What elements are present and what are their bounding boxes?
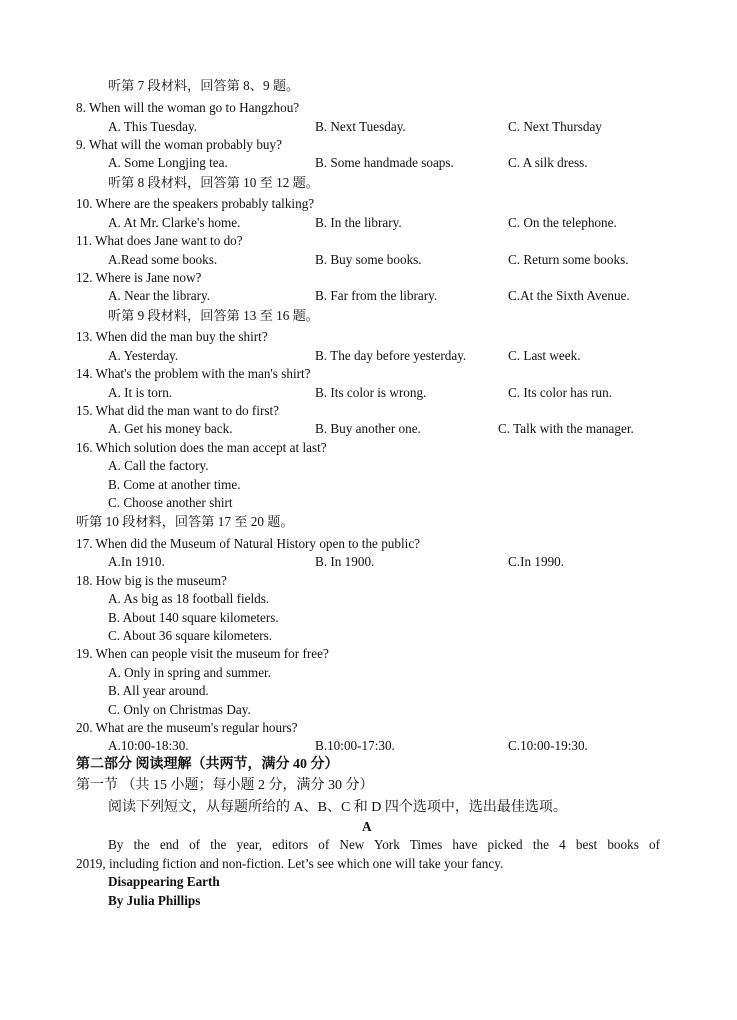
q20-option-c: C.10:00-19:30. bbox=[508, 738, 588, 753]
book-title: Disappearing Earth bbox=[108, 874, 220, 889]
question-9: 9. What will the woman probably buy? bbox=[76, 137, 282, 152]
q14-option-b: B. Its color is wrong. bbox=[315, 385, 427, 400]
q14-option-a: A. It is torn. bbox=[108, 385, 173, 400]
q20-option-a: A.10:00-18:30. bbox=[108, 738, 189, 753]
q13-option-c: C. Last week. bbox=[508, 348, 581, 363]
q8-option-a: A. This Tuesday. bbox=[108, 119, 198, 134]
q16-option-a: A. Call the factory. bbox=[108, 458, 209, 473]
question-12: 12. Where is Jane now? bbox=[76, 270, 202, 285]
q20-option-b: B.10:00-17:30. bbox=[315, 738, 395, 753]
q15-option-a: A. Get his money back. bbox=[108, 421, 233, 436]
q8-option-b: B. Next Tuesday. bbox=[315, 119, 406, 134]
question-10: 10. Where are the speakers probably talking? bbox=[76, 196, 315, 211]
q19-option-a: A. Only in spring and summer. bbox=[108, 665, 272, 680]
q9-option-c: C. A silk dress. bbox=[508, 155, 588, 170]
q15-option-b: B. Buy another one. bbox=[315, 421, 421, 436]
question-18: 18. How big is the museum? bbox=[76, 573, 227, 588]
reading-instruction: 阅读下列短文，从每题所给的 A、B、C 和 D 四个选项中，选出最佳选项。 bbox=[108, 800, 567, 815]
section-heading-9: 听第 9 段材料，回答第 13 至 16 题。 bbox=[108, 308, 319, 323]
passage-line-2: 2019, including fiction and non-fiction. Let’s see which one will take your fancy. bbox=[76, 856, 504, 871]
q11-option-b: B. Buy some books. bbox=[315, 252, 422, 267]
q10-option-a: A. At Mr. Clarke's home. bbox=[108, 215, 241, 230]
section-one-heading: 第一节 （共 15 小题；每小题 2 分，满分 30 分） bbox=[76, 778, 374, 793]
question-15: 15. What did the man want to do first? bbox=[76, 403, 280, 418]
q12-option-a: A. Near the library. bbox=[108, 288, 211, 303]
q12-option-b: B. Far from the library. bbox=[315, 288, 438, 303]
q12-option-c: C.At the Sixth Avenue. bbox=[508, 288, 630, 303]
q16-option-b: B. Come at another time. bbox=[108, 477, 241, 492]
passage-letter: A bbox=[362, 819, 372, 834]
section-heading-10: 听第 10 段材料，回答第 17 至 20 题。 bbox=[76, 514, 294, 529]
q9-option-b: B. Some handmade soaps. bbox=[315, 155, 454, 170]
q17-option-a: A.In 1910. bbox=[108, 554, 165, 569]
q11-option-c: C. Return some books. bbox=[508, 252, 629, 267]
question-20: 20. What are the museum's regular hours? bbox=[76, 720, 298, 735]
passage-line-1: By the end of the year, editors of New York Times have picked the 4 best books of bbox=[108, 837, 660, 852]
q9-option-a: A. Some Longjing tea. bbox=[108, 155, 228, 170]
q19-option-b: B. All year around. bbox=[108, 683, 209, 698]
q14-option-c: C. Its color has run. bbox=[508, 385, 613, 400]
book-author: By Julia Phillips bbox=[108, 893, 201, 908]
q15-option-c: C. Talk with the manager. bbox=[498, 421, 634, 436]
question-8: 8. When will the woman go to Hangzhou? bbox=[76, 100, 300, 115]
q18-option-a: A. As big as 18 football fields. bbox=[108, 591, 270, 606]
question-14: 14. What's the problem with the man's shirt? bbox=[76, 366, 311, 381]
q19-option-c: C. Only on Christmas Day. bbox=[108, 702, 251, 717]
question-11: 11. What does Jane want to do? bbox=[76, 233, 243, 248]
q13-option-a: A. Yesterday. bbox=[108, 348, 179, 363]
question-16: 16. Which solution does the man accept at last? bbox=[76, 440, 327, 455]
q18-option-b: B. About 140 square kilometers. bbox=[108, 610, 279, 625]
question-17: 17. When did the Museum of Natural History open to the public? bbox=[76, 536, 421, 551]
question-19: 19. When can people visit the museum for free? bbox=[76, 646, 329, 661]
q16-option-c: C. Choose another shirt bbox=[108, 495, 233, 510]
question-13: 13. When did the man buy the shirt? bbox=[76, 329, 268, 344]
q17-option-c: C.In 1990. bbox=[508, 554, 565, 569]
section-heading-7: 听第 7 段材料，回答第 8、9 题。 bbox=[108, 78, 300, 93]
q18-option-c: C. About 36 square kilometers. bbox=[108, 628, 273, 643]
q17-option-b: B. In 1900. bbox=[315, 554, 375, 569]
part-two-heading: 第二部分 阅读理解（共两节，满分 40 分） bbox=[76, 757, 339, 772]
q13-option-b: B. The day before yesterday. bbox=[315, 348, 467, 363]
q8-option-c: C. Next Thursday bbox=[508, 119, 602, 134]
q10-option-b: B. In the library. bbox=[315, 215, 402, 230]
q10-option-c: C. On the telephone. bbox=[508, 215, 617, 230]
section-heading-8: 听第 8 段材料，回答第 10 至 12 题。 bbox=[108, 175, 319, 190]
q11-option-a: A.Read some books. bbox=[108, 252, 218, 267]
